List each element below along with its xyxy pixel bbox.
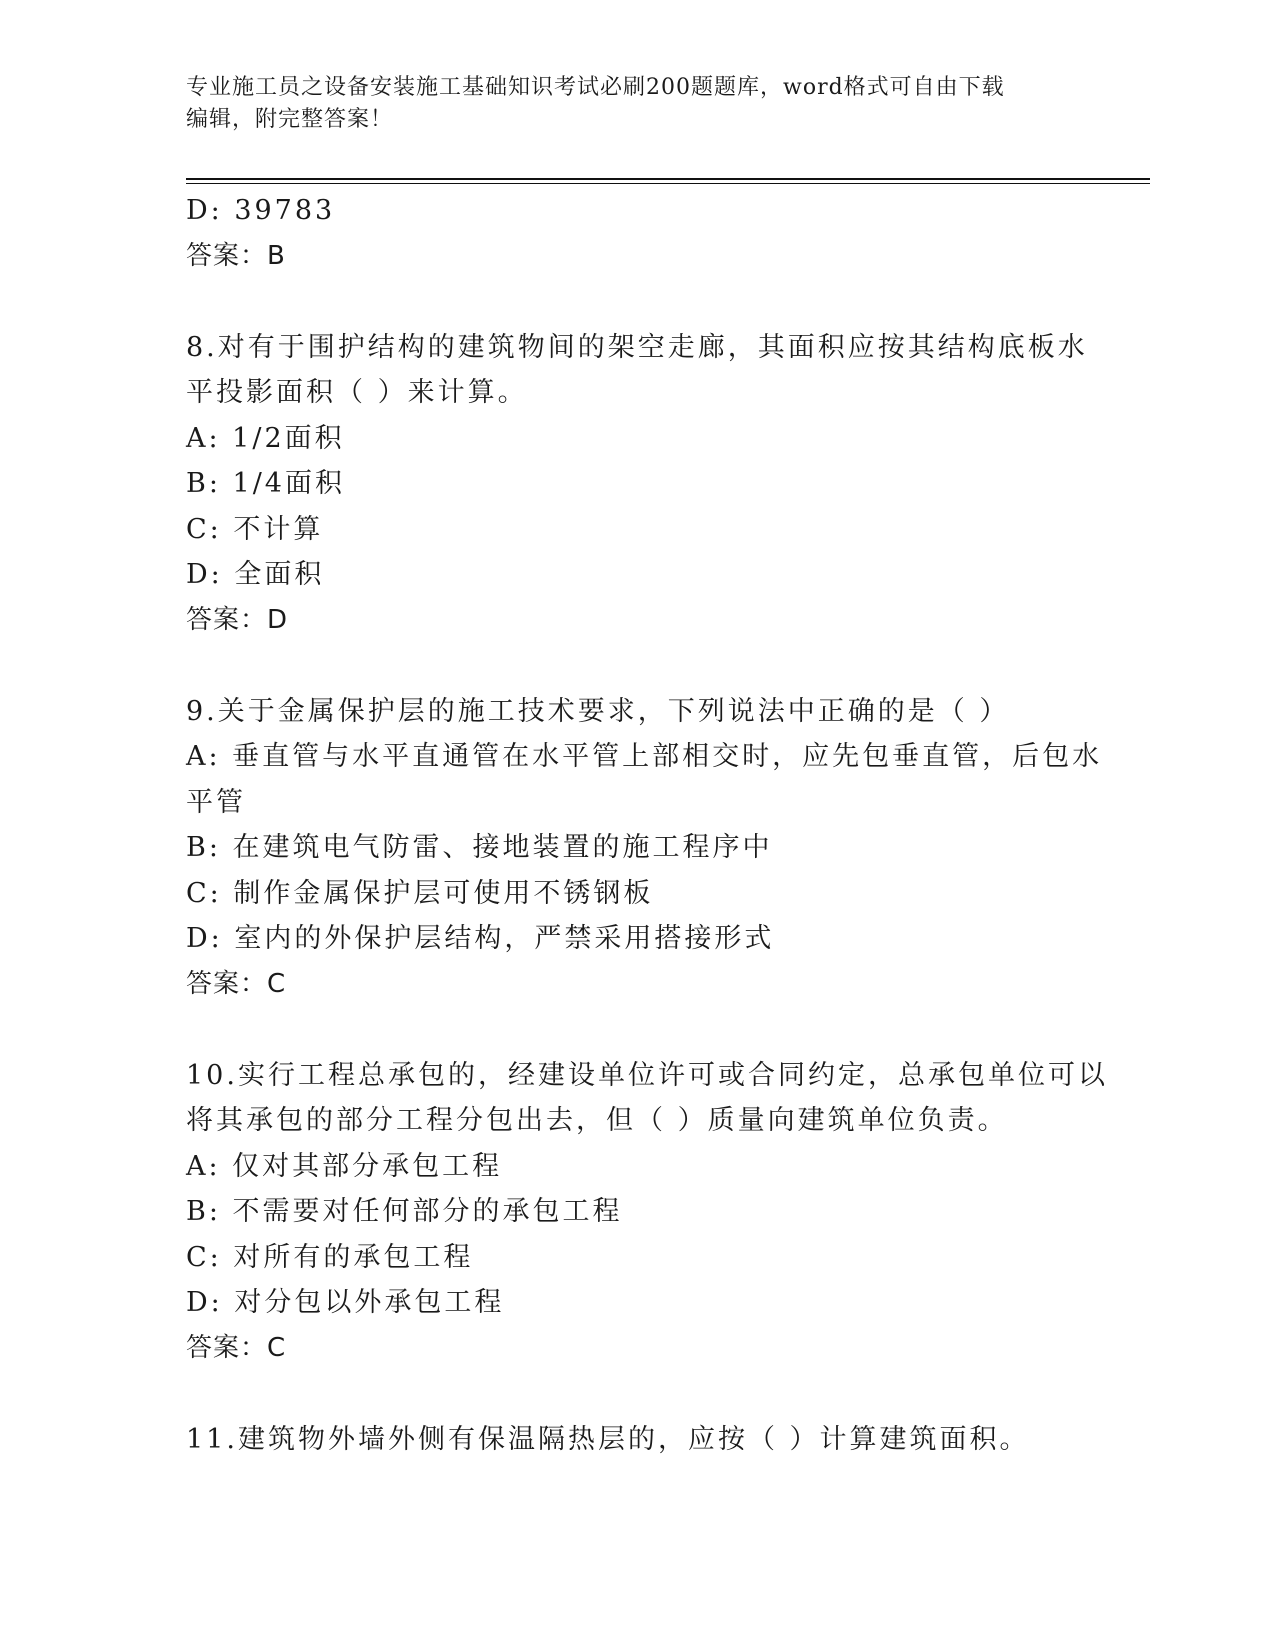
question-9-option-b: B: 在建筑电气防雷、接地装置的施工程序中 [186, 832, 773, 863]
question-9-stem-line-1: 9.关于金属保护层的施工技术要求，下列说法中正确的是（ ） [186, 695, 1010, 727]
prev-option-d: D: 39783 [186, 195, 336, 226]
question-10-stem-line-1: 10.实行工程总承包的，经建设单位许可或合同约定，总承包单位可以 [186, 1059, 1108, 1091]
question-8-answer: 答案：D [186, 604, 289, 635]
question-8-option-c: C: 不计算 [186, 513, 324, 545]
header-title-line-1: 专业施工员之设备安装施工基础知识考试必刷200题题库，word格式可自由下载 [186, 75, 1005, 100]
question-10-option-b: B: 不需要对任何部分的承包工程 [186, 1196, 623, 1227]
question-10-option-d: D: 对分包以外承包工程 [186, 1287, 505, 1318]
spacer [186, 1007, 1086, 1053]
header-rule-thick [186, 178, 1150, 180]
question-8-option-a: A: 1/2面积 [186, 422, 345, 454]
spacer [186, 279, 1086, 325]
question-9 [186, 689, 1103, 1008]
spacer [186, 643, 1086, 689]
question-8-option-b: B: 1/4面积 [186, 468, 345, 499]
question-8 [186, 325, 1086, 644]
document-header [186, 72, 1066, 136]
question-9-option-a-line-1: A: 垂直管与水平直通管在水平管上部相交时，应先包垂直管，后包水 [186, 741, 1103, 772]
question-list [186, 188, 1108, 1462]
question-10-option-a: A: 仅对其部分承包工程 [186, 1150, 503, 1182]
spacer [186, 1371, 1086, 1417]
question-9-option-d: D: 室内的外保护层结构，严禁采用搭接形式 [186, 923, 775, 954]
question-8-stem-line-1: 8.对有于围护结构的建筑物间的架空走廊，其面积应按其结构底板水 [186, 331, 1088, 363]
question-9-option-a-line-2: 平管 [186, 786, 246, 818]
question-10-option-c: C: 对所有的承包工程 [186, 1241, 474, 1273]
header-rule-thin [186, 183, 1150, 184]
question-11-stem-line-1: 11.建筑物外墙外侧有保温隔热层的，应按（ ）计算建筑面积。 [186, 1423, 1030, 1455]
question-10-answer: 答案：C [186, 1332, 287, 1363]
prev-answer: 答案：B [186, 240, 286, 271]
question-10 [186, 1053, 1108, 1372]
question-9-answer: 答案：C [186, 968, 287, 999]
question-8-option-d: D: 全面积 [186, 559, 325, 590]
question-8-stem-line-2: 平投影面积（ ）来计算。 [186, 377, 528, 408]
question-11 [186, 1417, 1086, 1463]
question-9-option-c: C: 制作金属保护层可使用不锈钢板 [186, 877, 654, 909]
header-title-line-2: 编辑，附完整答案！ [186, 107, 394, 132]
question-10-stem-line-2: 将其承包的部分工程分包出去，但（ ）质量向建筑单位负责。 [186, 1105, 1008, 1136]
